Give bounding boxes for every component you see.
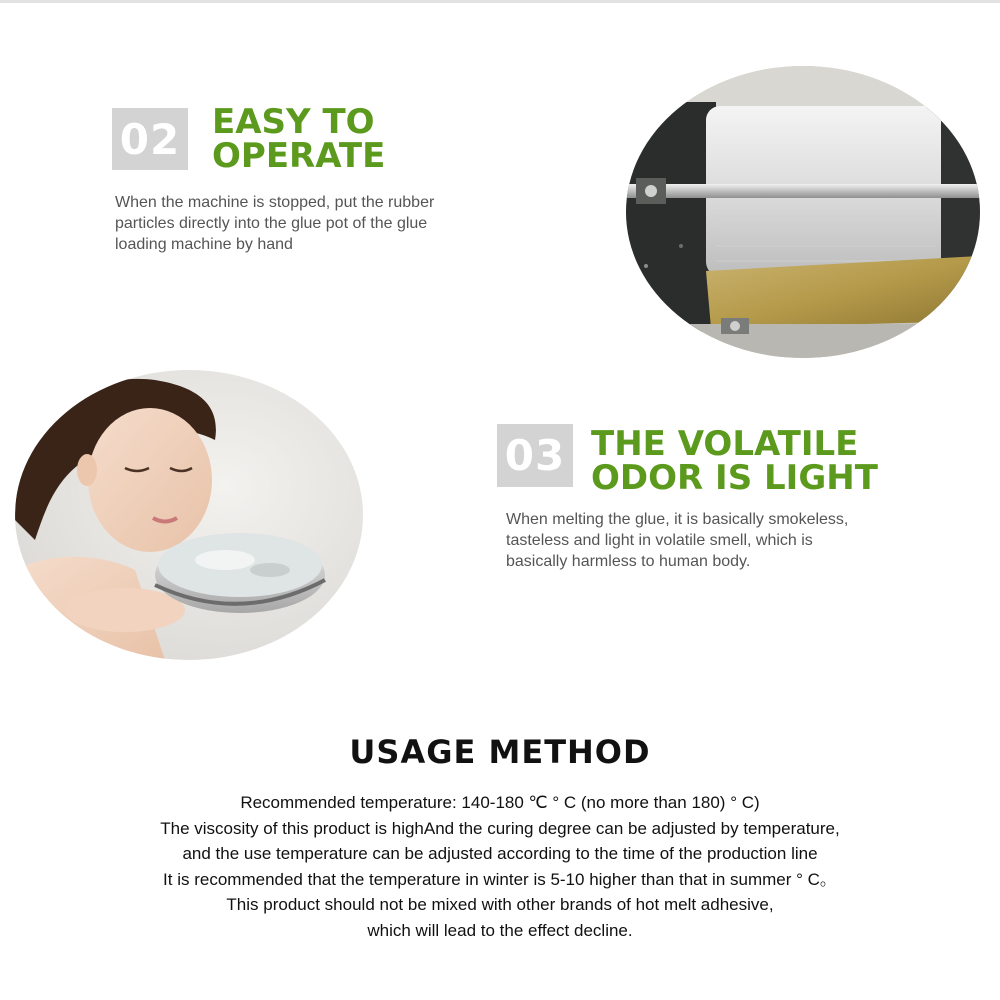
desc-line: When melting the glue, it is basically smokeless,	[506, 511, 849, 528]
usage-line: which will lead to the effect decline.	[367, 920, 633, 940]
section-number-badge: 02	[112, 108, 188, 170]
section-heading	[591, 424, 878, 498]
section-description	[115, 192, 434, 255]
heading-line: ODOR IS LIGHT	[591, 458, 878, 498]
usage-method-title: USAGE METHOD	[349, 733, 651, 771]
usage-line: Recommended temperature: 140-180 ℃ ° C (no more than 180) ° C)	[240, 793, 760, 812]
section-description	[506, 509, 848, 572]
woman-illustration	[15, 370, 363, 660]
usage-line: This product should not be mixed with other brands of hot melt adhesive,	[226, 895, 774, 914]
heading-line: EASY TO	[212, 102, 375, 142]
section-heading	[212, 102, 386, 176]
desc-line: basically harmless to human body.	[506, 553, 751, 570]
usage-line: and the use temperature can be adjusted according to the time of the production line	[182, 844, 818, 863]
machine-photo	[626, 66, 980, 358]
usage-method-text	[0, 790, 1000, 943]
section-number-badge: 03	[497, 424, 573, 487]
top-divider	[0, 0, 1000, 3]
heading-line: THE VOLATILE	[591, 424, 859, 464]
usage-line: It is recommended that the temperature in winter is 5-10 higher than that in summer ° C。	[163, 869, 837, 889]
usage-line: The viscosity of this product is highAnd the curing degree can be adjusted by temperature,	[160, 818, 840, 838]
desc-line: loading machine by hand	[115, 236, 293, 253]
desc-line: When the machine is stopped, put the rubber	[115, 194, 435, 211]
machine-illustration	[626, 66, 980, 358]
woman-photo	[15, 370, 363, 660]
heading-line: OPERATE	[212, 136, 386, 176]
desc-line: tasteless and light in volatile smell, which is	[506, 532, 813, 549]
desc-line: particles directly into the glue pot of the glue	[115, 215, 428, 232]
